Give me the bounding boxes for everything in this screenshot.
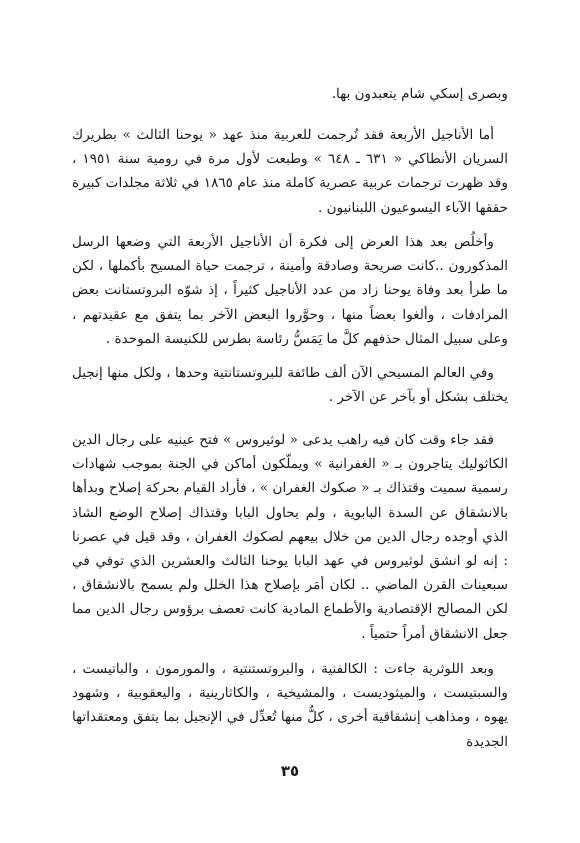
paragraph-block-6 (72, 657, 508, 754)
paragraph-conclusion: وأخلُص بعد هذا العرض إلى فكرة أن الأناجيل الأربعة التي وضعها الرسل المذكورون ..كانت صريحة وصادقة وأمينة ، ترجمت حياة المسيح بأكملها ، لكن ما طرأ بعد وفاة يوحنا زاد من عدد الأناجيل كثيراً ، إذ شوّه البروتستانت بعض المرادفات ، وألغوا بعضاً منها ، وحوَّروا البعض الآخر بما يتفق مع عقيدتهم ، وعلى سبيل المثال حذفهم كلَّ ما يَمَسُّ رئاسة بطرس للكنيسة الموحدة . (72, 234, 508, 347)
paragraph-gospels-translation: أما الأناجيل الأربعة فقد تُرجمت للعربية منذ عهد « يوحنا الثالث » بطريرك السريان الأنطاكي « ٦٣١ ـ ٦٤٨ » وطبعت لأول مرة في رومية سنة ١٩٥١ ، وقد ظهرت ترجمات عربية عصرية كاملة منذ عام ١٨٦٥ في ثلاثة مجلدات كبيرة حققها الآباء اليسوعيون اللبنانيون . (72, 127, 508, 216)
paragraph-continuation: وبصرى إسكي شام يتعبدون بها. (331, 86, 508, 102)
paragraph-block-5 (72, 428, 508, 646)
paragraph-denominations: وبعد اللوثرية جاءت : الكالفنية ، والبروتستنتية ، والمورمون ، والباتيست ، والسبتيست ، والميثوديست ، والمشيخية ، والكاثارينية ، واليعقوبية ، وشهود يهوه ، ومذاهب إنشقاقية أخرى ، كلٌّ منها تُعدِّل في الإنجيل بما يتفق ومعتقداتها الجديدة (72, 661, 508, 750)
paragraph-protestant-sects: وفي العالم المسيحي الآن ألف طائفة للبروتستانتية وحدها ، ولكل منها إنجيل يختلف بشكل أو بآخر عن الآخر . (72, 365, 508, 406)
paragraph-block-1 (72, 82, 508, 106)
paragraph-luther: فقد جاء وقت كان فيه راهب يدعى « لوثيروس » فتح عينيه على رجال الدين الكاثوليك يتاجرون بـ « الغفرانية » ويملّكون أماكن في الجنة بموجب شهادات رسمية سميت وقتذاك بـ « صكوك الغفران » ، فأراد القيام بحركة إصلاح وبدأها بالانشقاق عن السدة البابوية ، ولم يحاول البابا وقتذاك إصلاح الوضع الشاذ الذي أوجده رجال الدين من خلال بيعهم لصكوك الغفران ، وقد قيل في عصرنا : إنه لو انشق لوثيروس في عهد البابا يوحنا الثالث والعشرين الذي توفي في سبعينات القرن الماضي .. لكان أمَر بإصلاح هذا الخلل ولم يسمح بالانشقاق ، لكن المصالح الإقتصادية والأطماع المادية كانت تعصف برؤوس رجال الدين مما جعل الانشقاق أمراً حتمياً . (72, 432, 508, 642)
paragraph-block-3 (72, 230, 508, 351)
page-number: ٣٥ (280, 762, 300, 780)
paragraph-block-4 (72, 361, 508, 409)
paragraph-block-2 (72, 123, 508, 220)
